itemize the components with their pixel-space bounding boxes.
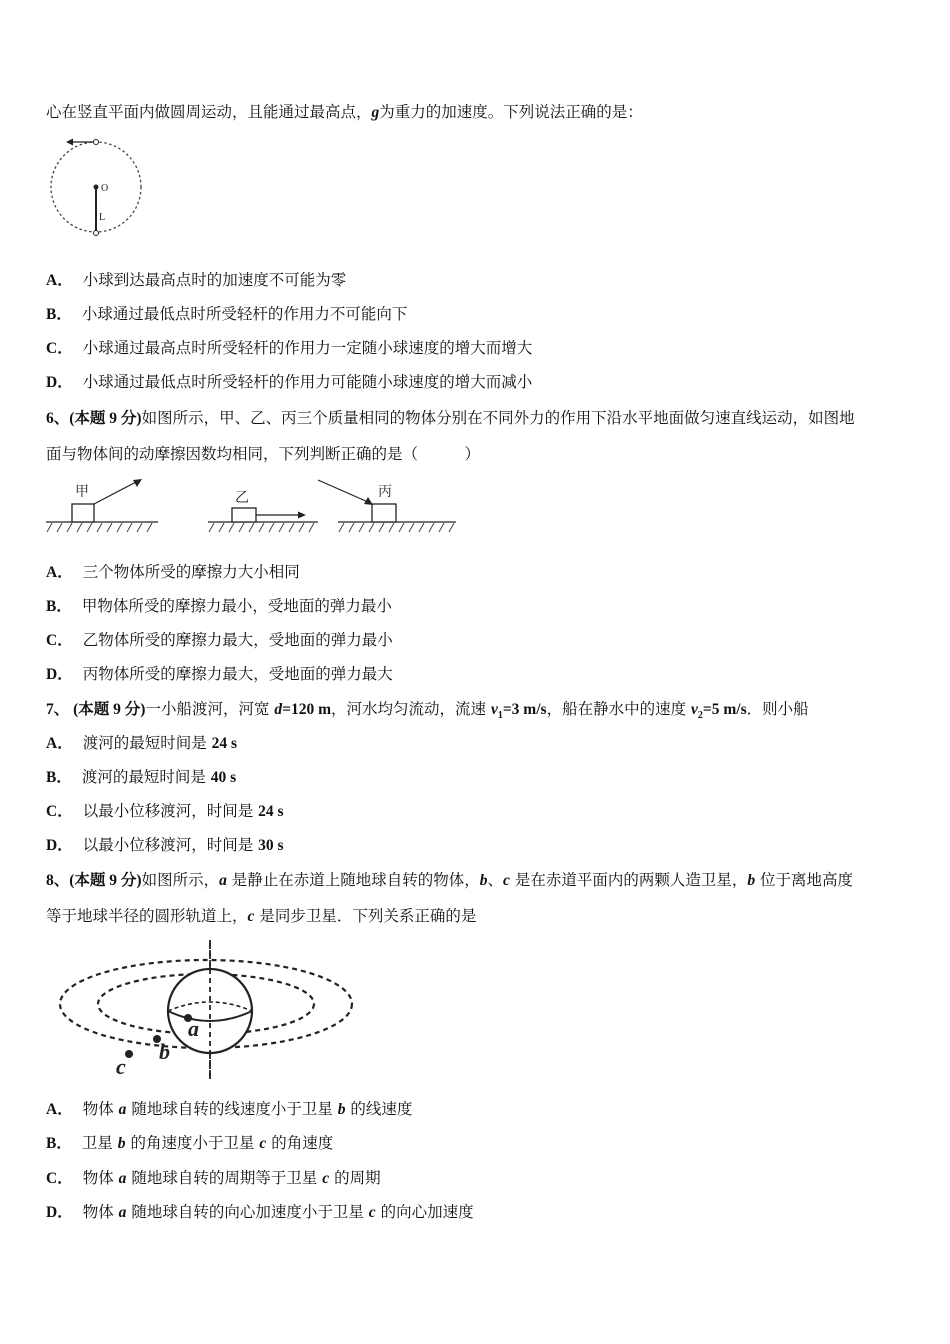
q6-block-b-group	[208, 490, 318, 532]
option-text: 物体	[82, 1100, 119, 1118]
q7-var-v1: v	[490, 701, 498, 718]
option-text: 小球通过最低点时所受轻杆的作用力不可能向下	[81, 305, 408, 323]
q8-stem-line2	[46, 906, 476, 927]
q8-point-c	[125, 1050, 133, 1058]
option-text: 物体	[82, 1203, 119, 1221]
q8-text2b: 是同步卫星．下列关系正确的是	[254, 907, 477, 925]
option-text: 随地球自转的周期等于卫星	[126, 1169, 323, 1187]
option-label: B．	[46, 1135, 72, 1152]
option-text: 丙物体所受的摩擦力最大，受地面的弹力最大	[82, 665, 393, 683]
option-text: 渡河的最短时间是	[82, 734, 212, 752]
option-value: 24 s	[258, 803, 284, 820]
q6-block-a	[72, 504, 94, 522]
q7-sub1: 1	[497, 710, 503, 722]
q6-block-b	[232, 508, 256, 522]
q7-text3: ，河水均匀流动，流速	[331, 700, 491, 718]
q6-stem-text1: 如图所示，甲、乙、丙三个质量相同的物体分别在不同外力的作用下沿水平地面做匀速直线运动，如图地	[141, 409, 855, 427]
q6-block-c-group	[318, 480, 456, 532]
option-label: B．	[46, 598, 72, 615]
option-value: 40 s	[210, 769, 237, 786]
q8-text1d: 位于离地高度	[755, 871, 854, 889]
q8-var-a: a	[219, 872, 227, 889]
q8-text1c: 是在赤道平面内的两颗人造卫星，	[509, 871, 748, 889]
q5-center-pivot	[94, 185, 99, 190]
q7-sub2: 2	[697, 710, 703, 722]
q8-label-a: a	[188, 1016, 199, 1041]
q8-option-a[interactable]	[46, 1099, 412, 1120]
option-text: 三个物体所受的摩擦力大小相同	[82, 563, 300, 581]
q8-var-c: c	[503, 872, 510, 889]
option-text: 的周期	[329, 1169, 381, 1187]
option-text: 卫星	[81, 1134, 118, 1152]
q8-label-b: b	[159, 1039, 170, 1064]
q8-option-c[interactable]	[46, 1168, 381, 1189]
option-text: 随地球自转的向心加速度小于卫星	[126, 1203, 369, 1221]
q6-stem-line2	[46, 444, 480, 464]
option-var: a	[118, 1101, 127, 1118]
q5-velocity-arrowhead	[66, 139, 73, 146]
q7-option-b[interactable]	[46, 767, 236, 788]
option-text: 乙物体所受的摩擦力最大，受地面的弹力最小	[82, 631, 393, 649]
q6-option-c[interactable]	[46, 630, 393, 651]
option-var: a	[118, 1204, 127, 1221]
option-label: A．	[46, 1101, 73, 1118]
q5-stem-text-a: 心在竖直平面内做圆周运动，且能通过最高点，	[46, 103, 372, 121]
q7-option-d[interactable]	[46, 835, 284, 856]
q7-number: 7、 (本题 9 分)	[46, 701, 146, 718]
option-var: c	[322, 1170, 330, 1187]
option-text: 随地球自转的线速度小于卫星	[126, 1100, 338, 1118]
q7-var-v2: v	[691, 701, 698, 718]
option-text: 渡河的最短时间是	[81, 768, 211, 786]
q5-option-a[interactable]	[46, 270, 346, 291]
q8-orbit-figure	[52, 938, 362, 1084]
q7-width-value: =120 m	[282, 701, 332, 718]
option-label: B．	[46, 769, 72, 786]
option-label: D．	[46, 666, 73, 683]
option-label: C．	[46, 632, 73, 649]
q6-label-b: 乙	[235, 490, 249, 506]
q6-number: 6、(本题 9 分)	[46, 410, 142, 427]
q5-stem-text-b: 为重力的加速度。下列说法正确的是：	[379, 103, 643, 121]
option-text: 小球到达最高点时的加速度不可能为零	[82, 271, 347, 289]
q6-block-a-group	[46, 479, 158, 532]
q6-block-c	[372, 504, 396, 522]
q7-text1: 一小船渡河，河宽	[145, 700, 275, 718]
option-label: D．	[46, 1204, 73, 1221]
q7-var-d: d	[274, 701, 283, 718]
option-text: 小球通过最低点时所受轻杆的作用力可能随小球速度的增大而减小	[82, 373, 533, 391]
option-text: 以最小位移渡河，时间是	[82, 836, 259, 854]
q5-ball-bottom	[94, 231, 99, 236]
option-text: 小球通过最高点时所受轻杆的作用力一定随小球速度的增大而增大	[82, 339, 533, 357]
option-var: b	[117, 1135, 126, 1152]
q6-label-a: 甲	[75, 484, 89, 500]
q8-option-d[interactable]	[46, 1202, 474, 1223]
q5-option-c[interactable]	[46, 338, 532, 359]
q8-text2a: 等于地球半径的圆形轨道上，	[46, 907, 248, 925]
q5-option-d[interactable]	[46, 372, 532, 393]
q6-blocks-figure	[46, 474, 460, 542]
option-var: c	[259, 1135, 267, 1152]
q8-text1b: 是静止在赤道上随地球自转的物体，	[226, 871, 480, 889]
q8-sep: 、	[487, 871, 504, 889]
q8-var-c2: c	[247, 908, 255, 925]
q6-stem-text2: 面与物体间的动摩擦因数均相同，下列判断正确的是（ ）	[46, 445, 481, 463]
q7-text5: ，船在静水中的速度	[546, 700, 691, 718]
q7-stem	[46, 699, 809, 726]
option-var: b	[337, 1101, 346, 1118]
option-text: 的角速度小于卫星	[125, 1134, 260, 1152]
q5-rod-label: L	[99, 212, 106, 223]
q7-text7: ．则小船	[746, 700, 809, 718]
option-label: D．	[46, 837, 73, 854]
q6-option-d[interactable]	[46, 664, 393, 685]
q6-option-b[interactable]	[46, 596, 392, 617]
option-value: 30 s	[258, 837, 284, 854]
q8-option-b[interactable]	[46, 1133, 333, 1154]
option-label: A．	[46, 272, 73, 289]
q7-option-a[interactable]	[46, 733, 237, 754]
q7-v1-value: =3 m/s	[502, 701, 547, 718]
option-text: 以最小位移渡河，时间是	[82, 802, 259, 820]
option-text: 甲物体所受的摩擦力最小，受地面的弹力最小	[81, 597, 392, 615]
option-value: 24 s	[211, 735, 238, 752]
q7-option-c[interactable]	[46, 801, 284, 822]
option-label: C．	[46, 340, 73, 357]
option-label: A．	[46, 564, 73, 581]
option-text: 的线速度	[345, 1100, 413, 1118]
option-text: 的角速度	[266, 1134, 334, 1152]
q5-option-b[interactable]	[46, 304, 407, 325]
q8-text1a: 如图所示，	[141, 871, 220, 889]
q6-option-a[interactable]	[46, 562, 300, 583]
q8-var-b2: b	[747, 872, 756, 889]
q5-circle-figure	[46, 132, 156, 244]
option-var: a	[118, 1170, 127, 1187]
q7-v2-value: =5 m/s	[702, 701, 747, 718]
q5-center-label: O	[101, 183, 109, 194]
option-text: 物体	[82, 1169, 119, 1187]
q8-stem-line1	[46, 870, 853, 891]
q8-var-b: b	[479, 872, 488, 889]
q8-label-c: c	[116, 1054, 126, 1079]
option-text: 的向心加速度	[375, 1203, 474, 1221]
option-label: A．	[46, 735, 73, 752]
option-label: D．	[46, 374, 73, 391]
option-label: C．	[46, 803, 73, 820]
option-var: c	[368, 1204, 376, 1221]
option-label: B．	[46, 306, 72, 323]
q6-stem-line1	[46, 408, 855, 429]
q5-var-g: g	[371, 104, 380, 121]
option-label: C．	[46, 1170, 73, 1187]
q5-ball-top	[94, 140, 99, 145]
q6-label-c: 丙	[378, 484, 392, 500]
q8-number: 8、(本题 9 分)	[46, 872, 142, 889]
q5-stem	[46, 102, 643, 123]
